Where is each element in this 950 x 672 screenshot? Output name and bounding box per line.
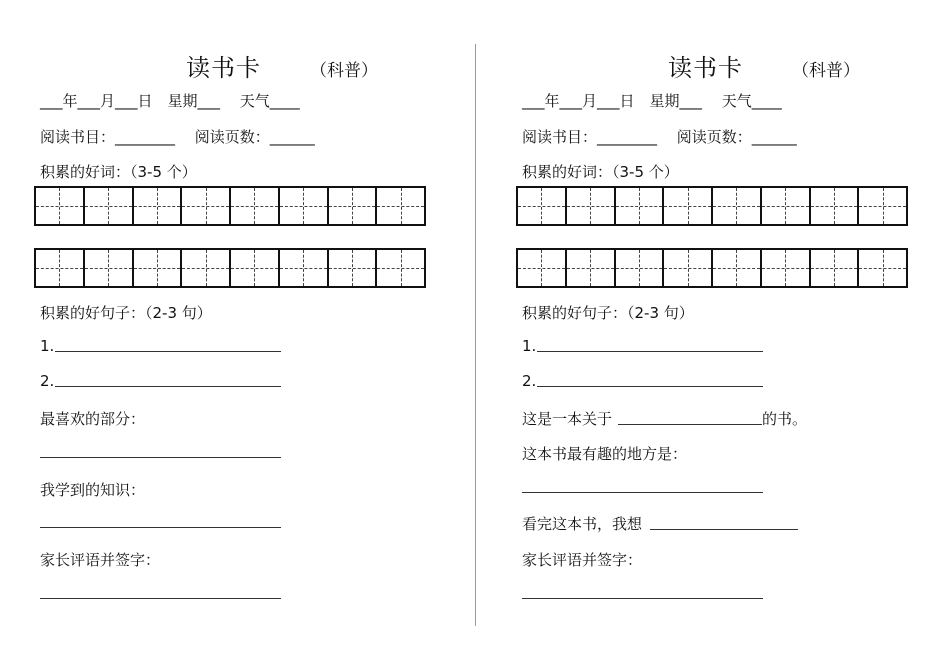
book-pages-line[interactable]: 阅读书目：________ 阅读页数：______	[522, 128, 797, 146]
good-words-label: 积累的好词：（3-5 个）	[522, 163, 679, 181]
sentence-2-line[interactable]	[537, 386, 763, 387]
parent-comment-line[interactable]	[40, 598, 281, 599]
sentence-2-label: 2.	[522, 372, 537, 390]
word-grid-row-2[interactable]	[516, 248, 908, 288]
card-divider	[475, 44, 476, 626]
sentence-1-label: 1.	[40, 337, 55, 355]
good-words-label: 积累的好词：（3-5 个）	[40, 163, 197, 181]
good-sentences-label: 积累的好句子：（2-3 句）	[522, 304, 694, 322]
card-subtitle: （科普）	[310, 61, 378, 81]
card-title: 读书卡	[186, 54, 261, 82]
parent-comment-line[interactable]	[522, 598, 763, 599]
book-topic-prefix: 这是一本关于	[522, 410, 613, 428]
book-pages-line[interactable]: 阅读书目：________ 阅读页数：______	[40, 128, 315, 146]
card-subtitle: （科普）	[792, 61, 860, 81]
most-interesting-line[interactable]	[522, 492, 763, 493]
favorite-part-label: 最喜欢的部分：	[40, 410, 146, 428]
reading-card-right	[516, 0, 936, 672]
knowledge-learned-line[interactable]	[40, 527, 281, 528]
word-grid-row-1[interactable]	[516, 186, 908, 226]
knowledge-learned-label: 我学到的知识：	[40, 481, 146, 499]
date-weather-line[interactable]: ___年___月___日 星期___ 天气____	[522, 92, 782, 110]
word-grid-row-2[interactable]	[34, 248, 426, 288]
most-interesting-label: 这本书最有趣的地方是：	[522, 445, 688, 463]
parent-comment-label: 家长评语并签字：	[40, 551, 161, 569]
sentence-2-line[interactable]	[55, 386, 281, 387]
book-topic-suffix: 的书。	[762, 410, 808, 428]
favorite-part-line[interactable]	[40, 457, 281, 458]
card-title: 读书卡	[668, 54, 743, 82]
book-topic-line[interactable]	[618, 424, 762, 425]
sentence-1-label: 1.	[522, 337, 537, 355]
after-reading-line[interactable]	[650, 529, 798, 530]
sentence-1-line[interactable]	[537, 351, 763, 352]
parent-comment-label: 家长评语并签字：	[522, 551, 643, 569]
sentence-2-label: 2.	[40, 372, 55, 390]
after-reading-label: 看完这本书，我想	[522, 515, 643, 533]
word-grid-row-1[interactable]	[34, 186, 426, 226]
sentence-1-line[interactable]	[55, 351, 281, 352]
good-sentences-label: 积累的好句子：（2-3 句）	[40, 304, 212, 322]
date-weather-line[interactable]: ___年___月___日 星期___ 天气____	[40, 92, 300, 110]
reading-card-left	[34, 0, 454, 672]
